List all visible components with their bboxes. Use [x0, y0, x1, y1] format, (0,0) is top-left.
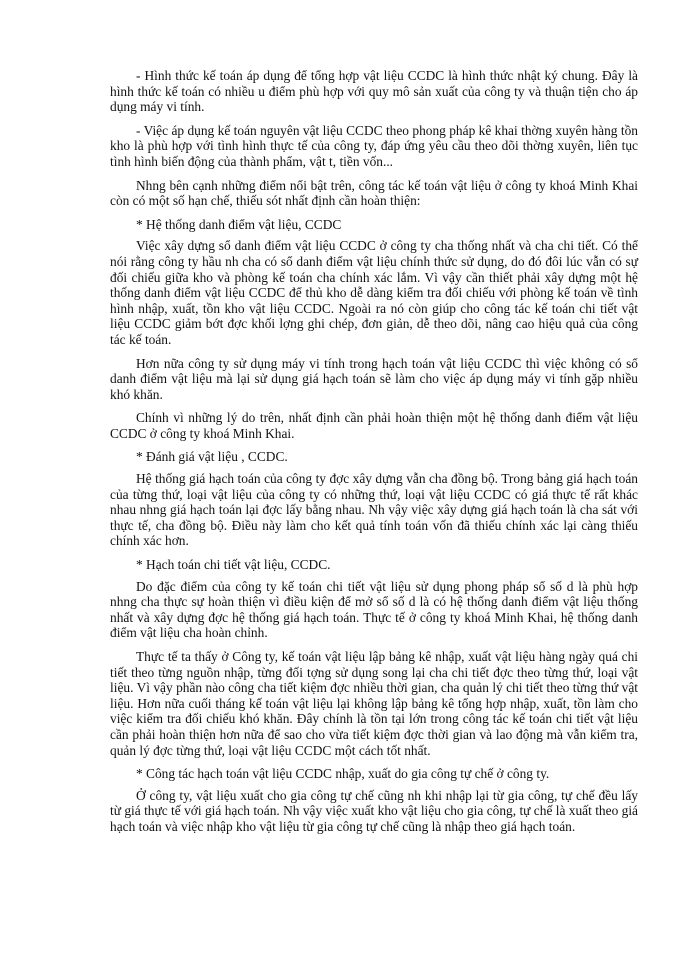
- paragraph-limitations-intro: Nhng bên cạnh những điểm nổi bật trên, công tác kế toán vật liệu ở công ty khoá Minh Khai còn có một số hạn chế, thiếu sót nhất định cần hoàn thiện:: [110, 177, 638, 209]
- heading-valuation: * Đánh giá vật liệu , CCDC.: [136, 449, 288, 465]
- document-page: [110, 68, 638, 843]
- paragraph-valuation: Hệ thống giá hạch toán của công ty đợc xây dựng vẫn cha đồng bộ. Trong bảng giá hạch toán của từng thứ, loại vật liệu của công ty có những thứ, loại vật liệu CCDC có giá thực tế rất khác nhau nhng giá hạch toán lại đợc lấy bằng nhau. Nh vậy việc xây dựng giá hạch toán là cha sát với thực tế, cha đồng bộ. Điều này làm cho kết quả tính toán vốn đã thiếu chính xác lại càng thiếu chính xác hơn.: [110, 471, 638, 549]
- paragraph-balance-book-method: Do đặc điểm của công ty kế toán chi tiết vật liệu sử dụng phong pháp sổ số d là phù hợp nhng cha thực sự hoàn thiện vì điều kiện để mở sổ số d là có hệ thống danh điểm vật liệu thống nhất và xây dựng đợc hệ thống giá hạch toán. Thực tế ở công ty khoá Minh Khai, hệ thống danh điểm vật liệu cha hoàn chỉnh.: [110, 578, 638, 641]
- paragraph-computer-usage: Hơn nữa công ty sử dụng máy vi tính trong hạch toán vật liệu CCDC thì việc không có sổ danh điểm vật liệu mà lại sử dụng giá hạch toán sẽ làm cho việc áp dụng máy vi tính gặp nhiều khó khăn.: [110, 355, 638, 402]
- paragraph-accounting-form: - Hình thức kế toán áp dụng để tổng hợp vật liệu CCDC là hình thức nhật ký chung. Đây là hình thức kế toán có nhiều u điểm phù hợp với quy mô sản xuất của công ty và thuận tiện cho áp dụng máy vi tính.: [110, 68, 638, 115]
- heading-processing-accounting: * Công tác hạch toán vật liệu CCDC nhập, xuất do gia công tự chế ở công ty.: [136, 766, 550, 782]
- paragraph-reality-at-company: Thực tế ta thấy ở Công ty, kế toán vật liệu lập bảng kê nhập, xuất vật liệu hàng ngày quá chi tiết theo từng nguồn nhập, từng đối tợng sử dụng song lại cha chi tiết đợc theo từng thứ, loại vật liệu. Vì vậy phần nào công cha tiết kiệm đợc nhiều thời gian, cha quản lý chi tiết theo từng thứ vật liệu. Hơn nữa cuối tháng kế toán vật liệu lại không lập bảng kê tổng hợp nhập, xuất, tồn làm cho việc kiểm tra đối chiếu khó khăn. Đây chính là tồn tại lớn trong công tác kế toán chi tiết vật liệu cần phải hoàn thiện hơn nữa để sao cho vừa tiết kiệm đợc thời gian và lao động mà vẫn kiểm tra, quản lý đợc từng thứ, loại vật liệu CCDC một cách tốt nhất.: [110, 649, 638, 758]
- paragraph-catalog-conclusion: Chính vì những lý do trên, nhất định cần phải hoàn thiện một hệ thống danh điểm vật liệu CCDC ở công ty khoá Minh Khai.: [110, 410, 638, 441]
- paragraph-processing-accounting: Ở công ty, vật liệu xuất cho gia công tự chế cũng nh khi nhập lại từ gia công, tự chế đều lấy từ giá thực tế với giá hạch toán. Nh vậy việc xuất kho vật liệu cho gia công, tự chế là xuất theo giá hạch toán và việc nhập kho vật liệu từ gia công tự chế cũng là nhập theo giá hạch toán.: [110, 787, 638, 834]
- paragraph-item-catalog: Việc xây dựng sổ danh điểm vật liệu CCDC ở công ty cha thống nhất và cha chi tiết. Có thể nói rằng công ty hầu nh cha có sổ danh điểm vật liệu chính thức sử dụng, do đó đôi lúc vẫn có sự đối chiếu giữa kho và phòng kế toán cha chính xác lắm. Vì vậy cần thiết phải xây dựng một hệ thống danh điểm vật liệu CCDC để thủ kho dễ dàng kiểm tra đối chiếu với phòng kế toán về tình hình nhập, xuất, tồn kho vật liệu CCDC. Ngoài ra nó còn giúp cho công tác kế toán chi tiết vật liệu CCDC giảm bớt đợc khối lợng ghi chép, đơn giản, dễ theo dõi, nâng cao hiệu quả của công tác kế toán.: [110, 238, 638, 347]
- heading-detailed-accounting: * Hạch toán chi tiết vật liệu, CCDC.: [136, 557, 331, 573]
- paragraph-inventory-method: - Việc áp dụng kế toán nguyên vật liệu CCDC theo phong pháp kê khai thờng xuyên hàng tồn kho là phù hợp với tình hình thực tế của công ty, đáp ứng yêu cầu theo dõi thờng xuyên, liên tục tình hình biến động của thành phẩm, vật t, tiền vốn...: [110, 122, 638, 169]
- heading-item-catalog: * Hệ thống danh điểm vật liệu, CCDC: [136, 216, 342, 232]
